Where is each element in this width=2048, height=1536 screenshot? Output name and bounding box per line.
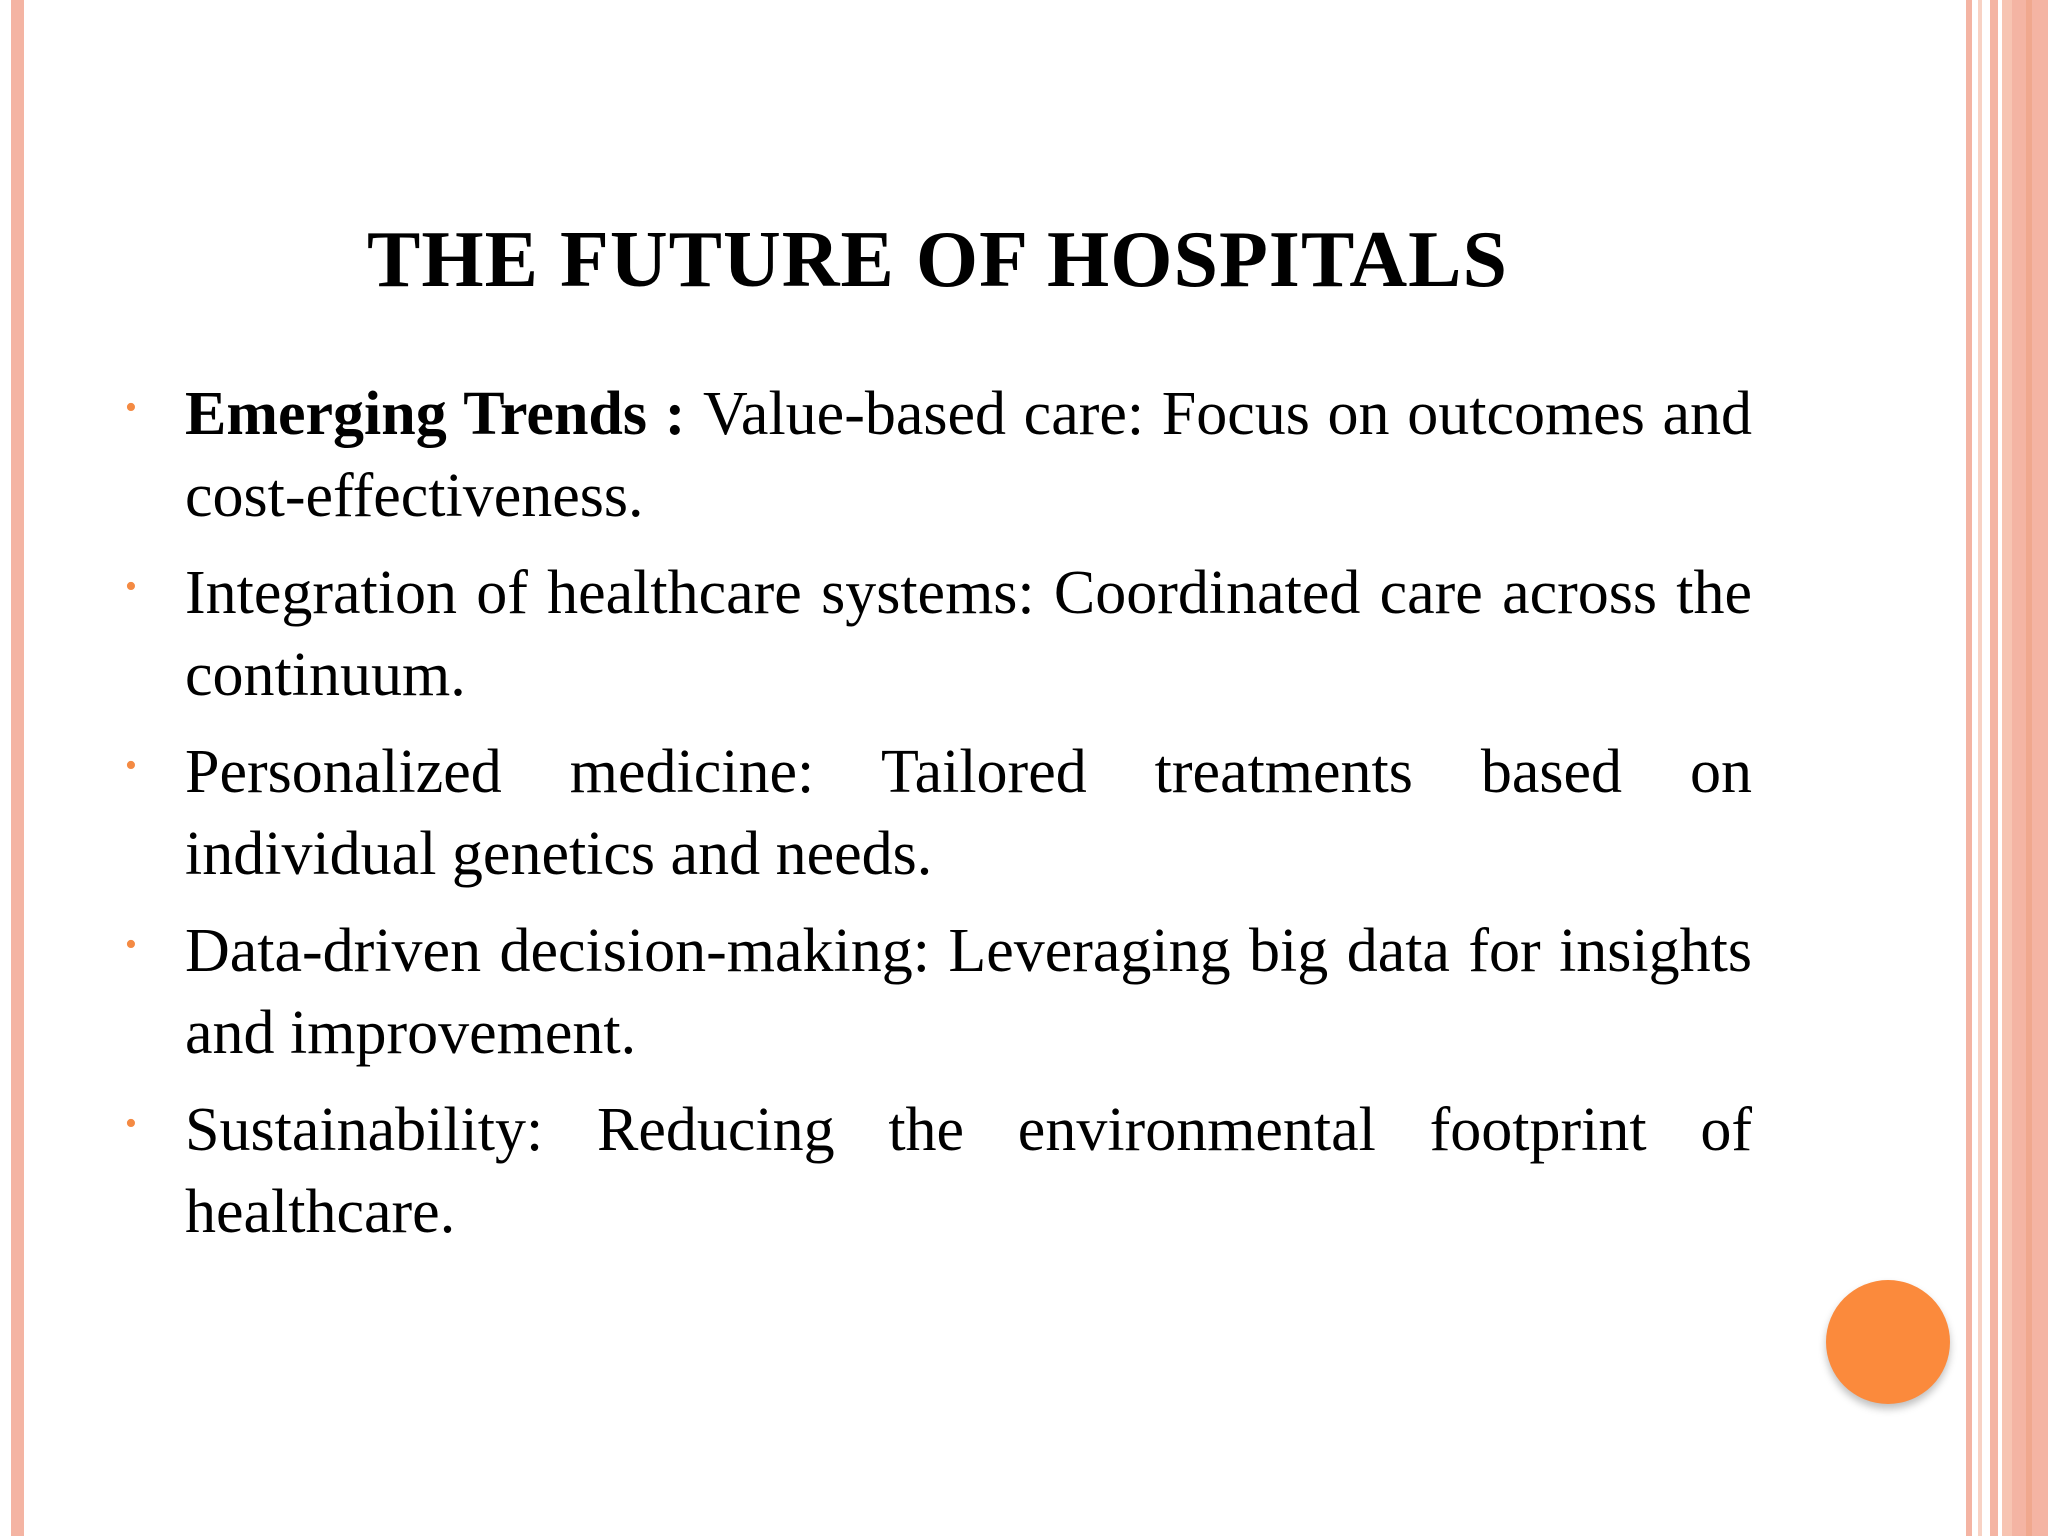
right-frame-stripe <box>1966 0 1972 1536</box>
right-frame-stripe <box>1990 0 1998 1536</box>
bullet-item <box>120 373 1752 537</box>
right-frame-stripe <box>2026 0 2032 1536</box>
bullet-dot-icon: • <box>125 1105 137 1142</box>
bullet-dot-icon: • <box>125 747 137 784</box>
bullet-text: Sustainability: Reducing the environmental footprint of healthcare. <box>185 1096 1752 1246</box>
bullet-dot-icon: • <box>125 389 137 426</box>
orange-circle-decoration-icon <box>1826 1280 1950 1404</box>
right-frame-stripe <box>1978 0 1982 1536</box>
left-border-bar <box>11 0 24 1536</box>
bullet-text: Value-based care: Focus on outcomes and cost-effectiveness. <box>185 380 1753 530</box>
bullet-item <box>120 1089 1752 1253</box>
slide-title: THE FUTURE OF HOSPITALS <box>367 216 1508 304</box>
bullet-item <box>120 731 1752 895</box>
bullet-item <box>120 910 1752 1074</box>
bullet-text: Integration of healthcare systems: Coordinated care across the continuum. <box>185 559 1752 709</box>
bullet-text: Data-driven decision-making: Leveraging big data for insights and improvement. <box>185 917 1752 1067</box>
bullet-lead: Emerging Trends : <box>185 380 704 448</box>
right-frame-stripe <box>2002 0 2012 1536</box>
bullet-text: Personalized medicine: Tailored treatments based on individual genetics and needs. <box>185 738 1752 888</box>
bullet-list <box>120 373 1752 1268</box>
bullet-dot-icon: • <box>125 568 137 605</box>
right-decorative-frame <box>1964 0 2048 1536</box>
bullet-dot-icon: • <box>125 926 137 963</box>
bullet-item <box>120 552 1752 716</box>
